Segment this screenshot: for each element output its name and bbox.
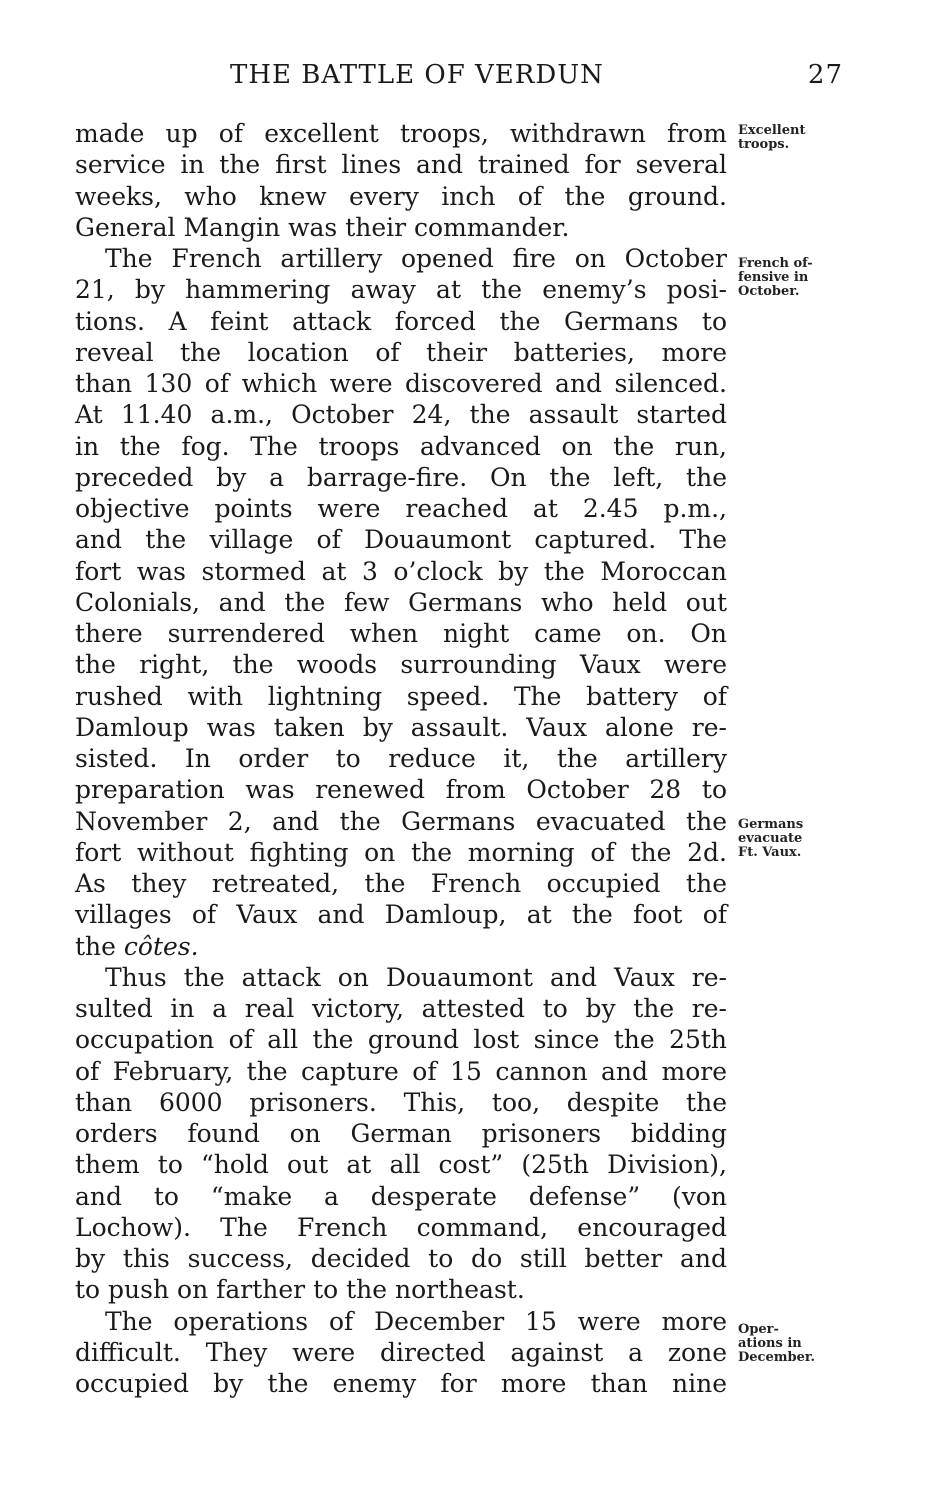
text-line: the right, the woods surrounding Vaux were: [75, 650, 727, 680]
text-line: to push on farther to the northeast.: [75, 1275, 525, 1305]
text-line: weeks, who knew every inch of the ground.: [75, 181, 727, 211]
text-line: The operations of December 15 were more: [105, 1306, 727, 1336]
text-line: As they retreated, the French occupied the: [75, 869, 727, 898]
text-line: service in the first lines and trained for several: [75, 150, 727, 180]
text-line: rushed with lightning speed. The battery of: [75, 681, 727, 711]
text-line: of February, the capture of 15 cannon and more: [75, 1056, 727, 1086]
text-line: fort without fighting on the morning of the 2d.: [75, 837, 727, 867]
page-number: 27: [807, 60, 843, 90]
text-line: preceded by a barrage-fire. On the left, the: [75, 462, 727, 492]
text-line: and to “make a desperate defense” (von: [75, 1181, 727, 1211]
text-line: fort was stormed at 3 o’clock by the Moroccan: [75, 556, 727, 586]
margin-note-line: December.: [738, 1350, 816, 1365]
text-line: than 130 of which were discovered and silenced.: [75, 369, 727, 398]
margin-note-line: October.: [738, 284, 800, 299]
margin-note-line: Oper-: [738, 1322, 779, 1337]
text-line: sisted. In order to reduce it, the artillery: [75, 744, 727, 773]
margin-note-line: French of-: [738, 256, 813, 271]
text-line: difficult. They were directed against a zone: [75, 1337, 727, 1367]
margin-note-line: troops.: [738, 137, 790, 152]
text-line: villages of Vaux and Damloup, at the foot of: [75, 900, 727, 930]
text-line: occupation of all the ground lost since the 25th: [75, 1025, 727, 1055]
text-line: Lochow). The French command, encouraged: [75, 1212, 727, 1242]
margin-note-operations-december: [738, 1323, 848, 1365]
margin-note-line: ations in: [738, 1336, 802, 1351]
text-line-with-italic: [75, 931, 727, 962]
text-line: At 11.40 a.m., October 24, the assault started: [75, 400, 727, 430]
text-line: by this success, decided to do still better and: [75, 1244, 727, 1273]
running-title: THE BATTLE OF VERDUN: [230, 60, 604, 90]
text-line: reveal the location of their batteries, more: [75, 337, 727, 367]
body-text: [75, 118, 727, 1399]
text-line: and the village of Douaumont captured. The: [75, 525, 727, 555]
text-line: there surrendered when night came on. On: [75, 619, 727, 648]
margin-note-excellent-troops: [738, 124, 848, 152]
text-line: tions. A feint attack forced the Germans to: [75, 306, 727, 336]
margin-note-line: fensive in: [738, 270, 809, 285]
margin-note-germans-evacuate: [738, 818, 848, 860]
text-line: them to “hold out at all cost” (25th Division),: [75, 1150, 727, 1180]
margin-note-line: Ft. Vaux.: [738, 845, 802, 860]
text-line: objective points were reached at 2.45 p.m.,: [75, 494, 727, 523]
text-line: than 6000 prisoners. This, too, despite the: [75, 1087, 727, 1117]
text-line: preparation was renewed from October 28 to: [75, 775, 727, 805]
italic-word: côtes.: [123, 931, 199, 961]
text-line: 21, by hammering away at the enemy’s posi-: [75, 275, 727, 305]
text-line: Thus the attack on Douaumont and Vaux re-: [105, 962, 727, 992]
page-header: [75, 60, 845, 100]
text-line: The French artillery opened fire on October: [105, 244, 727, 273]
margin-note-line: Germans: [738, 817, 804, 832]
text-fragment: the: [75, 931, 116, 961]
text-line: November 2, and the Germans evacuated the: [75, 806, 727, 836]
text-line: made up of excellent troops, withdrawn from: [75, 119, 727, 148]
text-line: Damloup was taken by assault. Vaux alone re-: [75, 712, 727, 742]
margin-note-line: Excellent: [738, 123, 806, 138]
text-line: General Mangin was their commander.: [75, 212, 570, 242]
margin-note-line: evacuate: [738, 831, 803, 846]
text-line: sulted in a real victory, attested to by the re-: [75, 994, 727, 1023]
margin-note-french-offensive: [738, 257, 848, 299]
text-line: Colonials, and the few Germans who held out: [75, 587, 727, 617]
text-line: orders found on German prisoners bidding: [75, 1119, 727, 1148]
text-line: occupied by the enemy for more than nine: [75, 1369, 727, 1398]
text-line: in the fog. The troops advanced on the run,: [75, 431, 727, 461]
